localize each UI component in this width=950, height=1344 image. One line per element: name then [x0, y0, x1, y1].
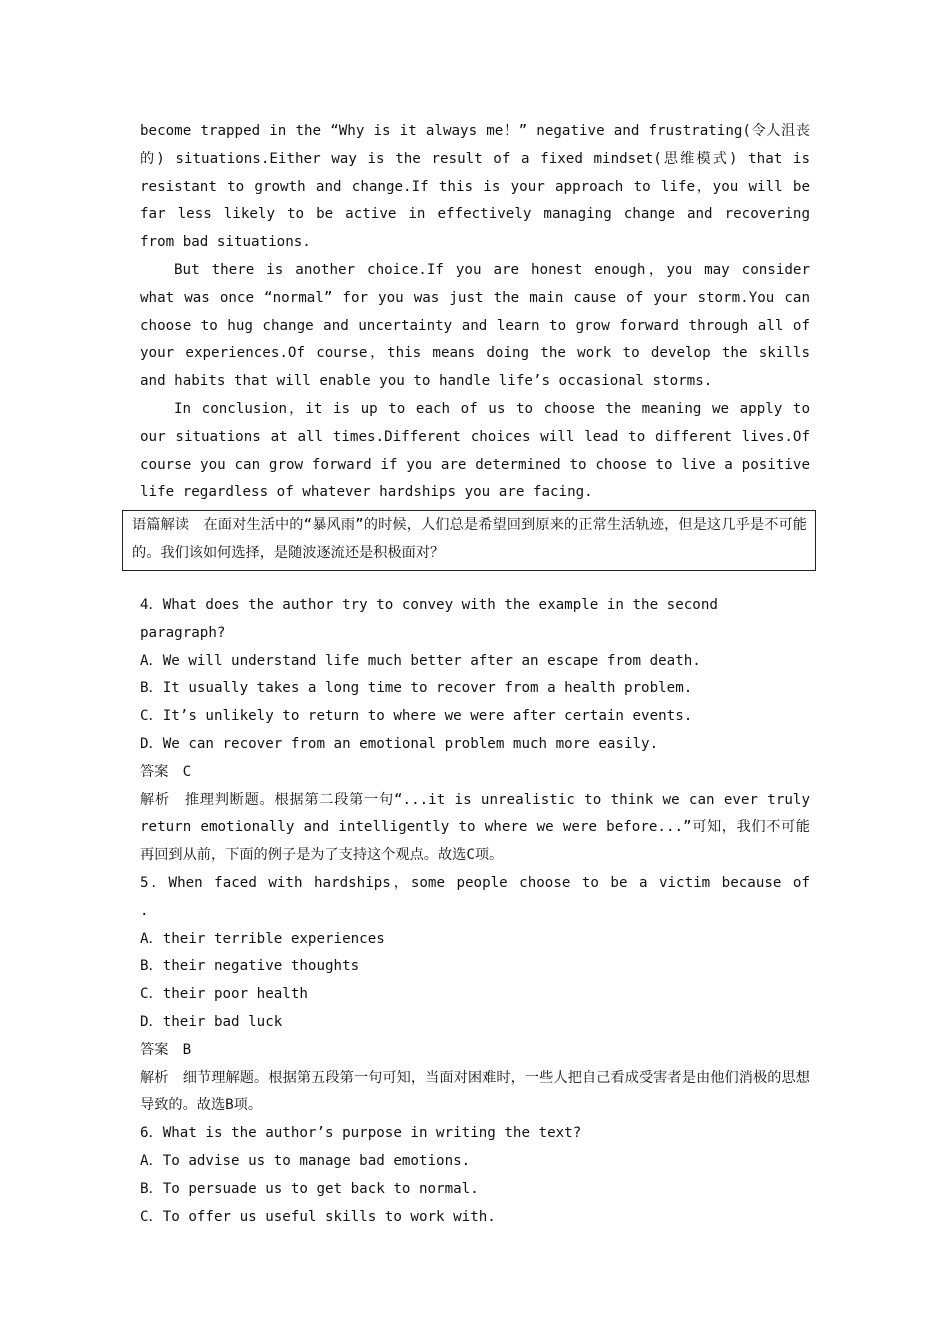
passage-paragraph-1: become trapped in the “Why is it always me！” negative and frustrating(令人沮丧的) situations.Either way is the result of a fixed mindset(思维模式) that is resistant to growth and change.If this is your approach to life，you will be far less likely to be active in effectively managing change and recovering from bad situations. [140, 123, 810, 251]
question-5-analysis: 解析 细节理解题。根据第五段第一句可知，当面对困难时，一些人把自己看成受害者是由他们消极的思想导致的。故选B项。 [140, 1069, 810, 1114]
reading-note-box [122, 510, 816, 571]
question-6-option-b: B．To persuade us to get back to normal. [140, 1180, 479, 1197]
question-5-stem: 5．When faced with hardships，some people choose to be a victim because of [140, 874, 810, 891]
question-4-answer: 答案 C [140, 763, 192, 780]
question-6-stem: 6．What is the author’s purpose in writing the text? [140, 1125, 582, 1142]
question-5-answer: 答案 B [140, 1041, 192, 1058]
question-5-option-c: C．their poor health [140, 986, 308, 1003]
questions-section [140, 592, 819, 1231]
question-4-option-a: A．We will understand life much better after an escape from death. [140, 652, 701, 669]
question-6-option-c: C．To offer us useful skills to work with. [140, 1208, 496, 1225]
passage-paragraph-2: But there is another choice.If you are honest enough，you may consider what was once “normal” for you was just the main cause of your storm.You can choose to hug change and uncertainty and learn to grow forward through all of your experiences.Of course，this means doing the work to develop the skills and habits that will enable you to handle life’s occasional storms. [140, 261, 810, 390]
passage [140, 118, 810, 507]
question-4-option-b: B．It usually takes a long time to recover from a health problem. [140, 680, 693, 697]
passage-paragraph-3: In conclusion，it is up to each of us to choose the meaning we apply to our situations at all times.Different choices will lead to different lives.Of course you can grow forward if you are determined to choose to live a positive life regardless of whatever hardships you are facing. [140, 400, 810, 501]
question-4-option-c: C．It’s unlikely to return to where we were after certain events. [140, 708, 693, 725]
question-4-stem: 4．What does the author try to convey with the example in the second paragraph? [140, 597, 727, 641]
question-5-stem-end: . [140, 902, 149, 919]
question-4-option-d: D．We can recover from an emotional problem much more easily. [140, 735, 659, 752]
reading-note-text: 语篇解读 在面对生活中的“暴风雨”的时候，人们总是希望回到原来的正常生活轨迹，但是这几乎是不可能的。我们该如何选择，是随波逐流还是积极面对？ [132, 517, 807, 561]
question-6-option-a: A．To advise us to manage bad emotions. [140, 1152, 471, 1169]
question-5-option-d: D．their bad luck [140, 1013, 283, 1030]
question-5-option-b: B．their negative thoughts [140, 958, 360, 975]
question-4-analysis: 解析 推理判断题。根据第二段第一句“...it is unrealistic to think we can ever truly return emotionally and intelligently to where we were before...”可知，我们不可能再回到从前，下面的例子是为了支持这个观点。故选C项。 [140, 791, 819, 864]
question-5-option-a: A．their terrible experiences [140, 930, 385, 947]
